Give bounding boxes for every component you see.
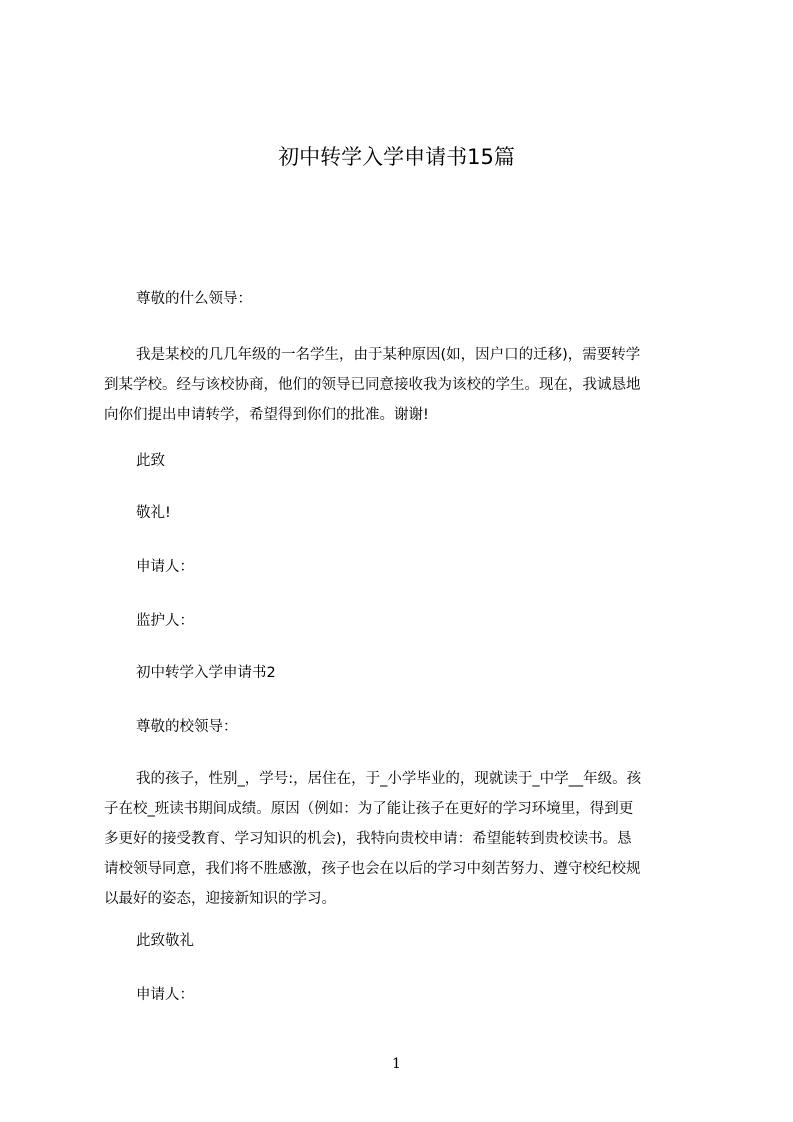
body-1-line-2: 到某学校。经与该校协商，他们的领导已同意接收我为该校的学生。现在，我诚恳地 [104, 377, 641, 393]
body-2-line-2: 子在校_班读书期间成绩。原因（例如：为了能让孩子在更好的学习环境里，得到更 [104, 801, 634, 817]
salutation-1: 尊敬的什么领导： [136, 291, 252, 307]
body-paragraph-2 [104, 764, 702, 914]
applicant-label-1: 申请人： [136, 559, 194, 575]
document-title: 初中转学入学申请书15篇 [278, 145, 515, 169]
body-paragraph-1 [104, 340, 702, 430]
section-2-title: 初中转学入学申请书2 [136, 665, 276, 681]
body-2-line-5: 以最好的姿态，迎接新知识的学习。 [104, 891, 336, 907]
salutation-2: 尊敬的校领导： [136, 719, 238, 735]
body-2-line-1: 我的孩子，性别_，学号:，居住在，于_小学毕业的，现就读于_中学__年级。孩 [136, 771, 642, 787]
body-2-line-3: 多更好的接受教育、学习知识的机会)，我特向贵校申请：希望能转到贵校读书。恳 [104, 831, 632, 847]
page-number: 1 [392, 1056, 401, 1072]
body-1-line-1: 我是某校的几几年级的一名学生，由于某种原因(如，因户口的迁移)，需要转学 [136, 347, 641, 363]
guardian-label-1: 监护人： [136, 613, 194, 629]
applicant-label-2: 申请人： [136, 987, 194, 1003]
closing-3: 此致敬礼 [136, 933, 194, 949]
closing-1: 此致 [136, 453, 165, 469]
body-1-line-3: 向你们提出申请转学，希望得到你们的批准。谢谢! [104, 407, 429, 423]
closing-2: 敬礼! [136, 505, 171, 521]
body-2-line-4: 请校领导同意，我们将不胜感激，孩子也会在以后的学习中刻苦努力、遵守校纪校规 [104, 861, 641, 877]
